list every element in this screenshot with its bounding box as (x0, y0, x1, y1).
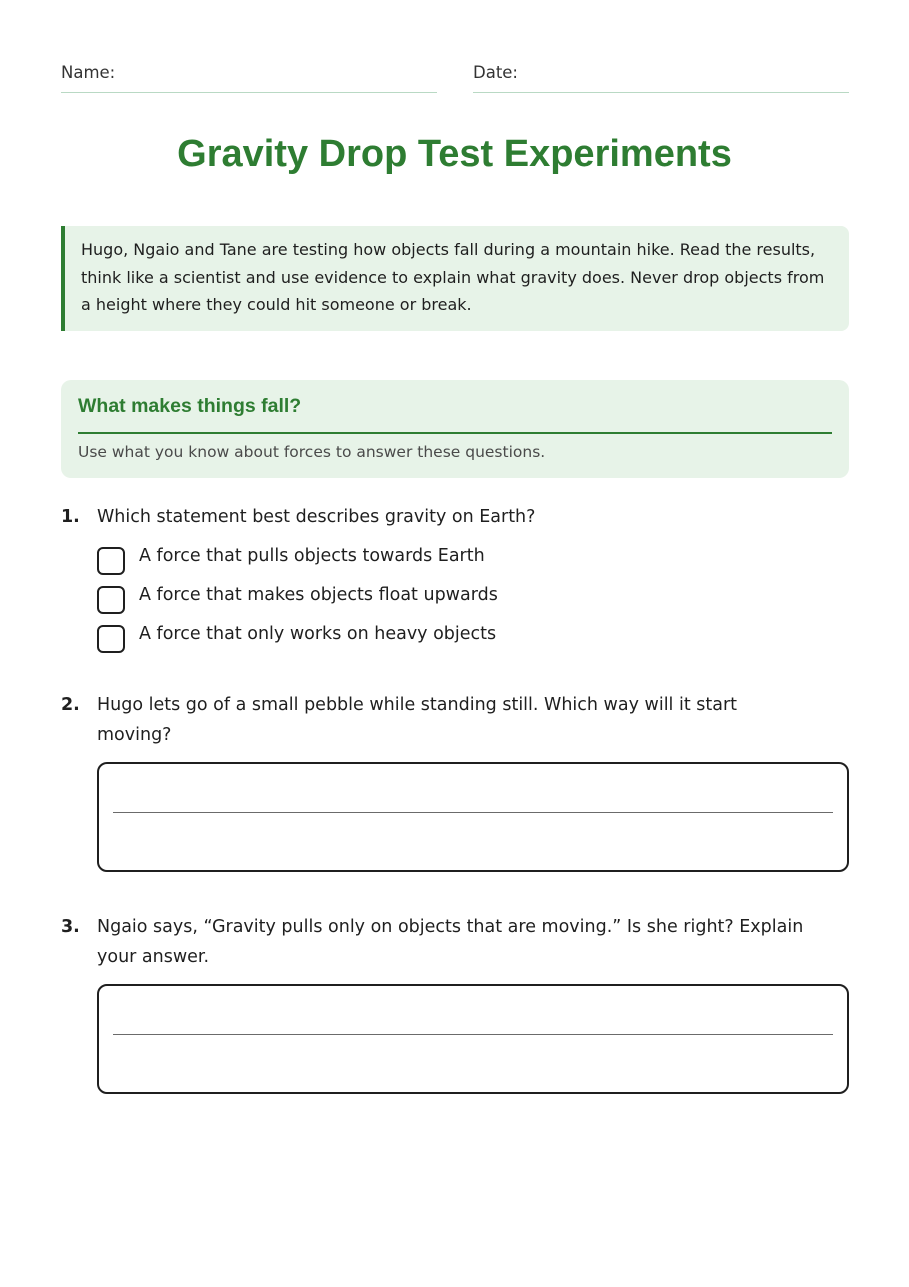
section-subtitle: Use what you know about forces to answer these questions. (78, 443, 546, 461)
option-item[interactable] (97, 623, 496, 655)
option-checkbox[interactable] (97, 586, 125, 614)
page-title: Gravity Drop Test Experiments (177, 133, 732, 175)
question-text: Ngaio says, “Gravity pulls only on objects that are moving.” Is she right? Explain your answer. (97, 917, 804, 967)
option-label: A force that makes objects float upwards (139, 585, 498, 605)
answer-writing-line (113, 1034, 833, 1035)
question-number: 2. (61, 695, 80, 715)
option-item[interactable] (97, 584, 498, 616)
option-checkbox[interactable] (97, 547, 125, 575)
question-number: 3. (61, 917, 80, 937)
name-field[interactable] (61, 62, 437, 93)
option-checkbox[interactable] (97, 625, 125, 653)
option-label: A force that only works on heavy objects (139, 624, 497, 644)
question-text: Hugo lets go of a small pebble while standing still. Which way will it start moving? (97, 695, 738, 745)
section-header (61, 380, 849, 478)
answer-box[interactable] (97, 984, 849, 1094)
answer-box[interactable] (97, 762, 849, 872)
question-text: Which statement best describes gravity on Earth? (97, 507, 536, 527)
section-divider (78, 432, 832, 434)
section-title: What makes things fall? (78, 395, 302, 417)
option-label: A force that pulls objects towards Earth (139, 546, 485, 566)
date-field[interactable] (473, 62, 849, 93)
date-label: Date: (473, 63, 518, 82)
intro-callout: Hugo, Ngaio and Tane are testing how objects fall during a mountain hike. Read the results, think like a scientist and use evidence to explain what gravity does. Never drop objects from a height where they could hit someone or break. (61, 226, 849, 331)
name-label: Name: (61, 63, 116, 82)
question-number: 1. (61, 507, 80, 527)
answer-writing-line (113, 812, 833, 813)
option-item[interactable] (97, 545, 485, 577)
